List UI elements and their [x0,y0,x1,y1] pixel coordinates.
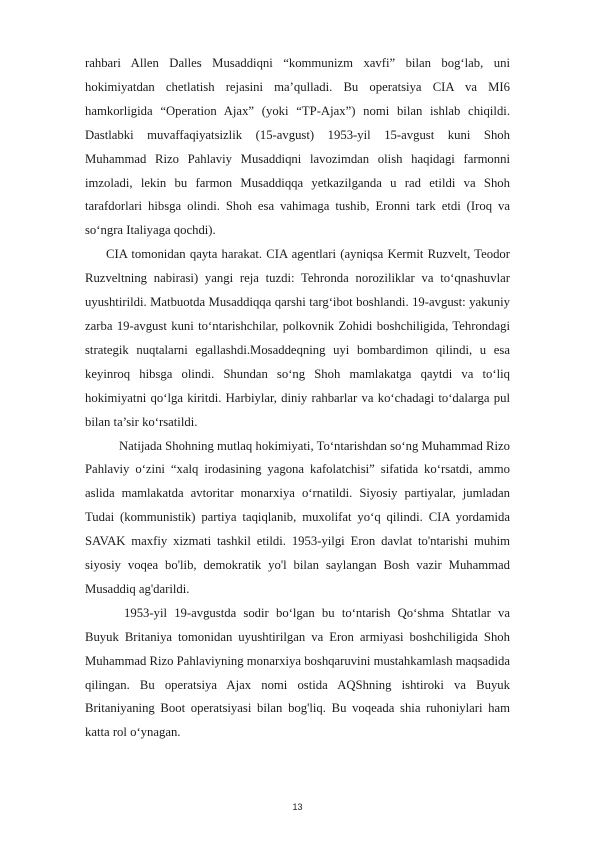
paragraph-2: CIA tomonidan qayta harakat. CIA agentlari (ayniqsa Kermit Ruzvelt, Teodor Ruzveltning nabirasi) yangi reja tuzdi: Tehronda noroziliklar va to‘qnashuvlar uyushtirildi. Matbuotda Musaddiqqa qarshi targ‘ibot boshlandi. 19-avgust: yakuniy zarba 19-avgust kuni to‘ntarishchilar, polkovnik Zohidi boshchiligida, Tehrondagi strategik nuqtalarni egallashdi.Mosaddeqning uyi bombardimon qilindi, u esa keyinroq hibsga olindi. Shundan so‘ng Shoh mamlakatga qaytdi va to‘liq hokimiyatni qo‘lga kiritdi. Harbiylar, diniy rahbarlar va ko‘chadagi to‘dalarga pul bilan ta’sir ko‘rsatildi. [85,247,510,429]
paragraph-1: rahbari Allen Dalles Musaddiqni “kommunizm xavfi” bilan bog‘lab, uni hokimiyatdan chetlatish rejasini ma’qulladi. Bu operatsiya CIA va MI6 hamkorligida “Operation Ajax” (yoki “TP-Ajax”) nomi bilan ishlab chiqildi. Dastlabki muvaffaqiyatsizlik (15-avgust) 1953-yil 15-avgust kuni Shoh Muhammad Rizo Pahlaviy Musaddiqni lavozimdan olish haqidagi farmonni imzoladi, lekin bu farmon Musaddiqqa yetkazilganda u rad etildi va Shoh tarafdorlari hibsga olindi. Shoh esa vahimaga tushib, Eronni tark etdi (Iroq va so‘ngra Italiyaga qochdi). [85,56,510,238]
paragraph-3: Natijada Shohning mutlaq hokimiyati, To‘ntarishdan so‘ng Muhammad Rizo Pahlaviy o‘zini “xalq irodasining yagona kafolatchisi” sifatida ko‘rsatdi, ammo aslida mamlakatda avtoritar monarxiya o‘rnatildi. Siyosiy partiyalar, jumladan Tudai (kommunistik) partiya taqiqlanib, muxolifat yo‘q qilindi. CIA yordamida SAVAK maxfiy xizmati tashkil etildi. 1953-yilgi Eron davlat to'ntarishi muhim siyosiy voqea bo'lib, demokratik yo'l bilan saylangan Bosh vazir Muhammad Musaddiq ag'darildi. [85,438,510,596]
page-number: 13 [292,802,303,812]
paragraph-4: 1953-yil 19-avgustda sodir bo‘lgan bu to‘ntarish Qo‘shma Shtatlar va Buyuk Britaniya tomonidan uyushtirilgan va Eron armiyasi boshchiligida Shoh Muhammad Rizo Pahlaviyning monarxiya boshqaruvini mustahkamlash maqsadida qilingan. Bu operatsiya Ajax nomi ostida AQShning ishtiroki va Buyuk Britaniyaning Boot operatsiyasi bilan bog'liq. Bu voqeada shia ruhoniylari ham katta rol o‘ynagan. [85,605,510,740]
document-page [85,52,510,745]
